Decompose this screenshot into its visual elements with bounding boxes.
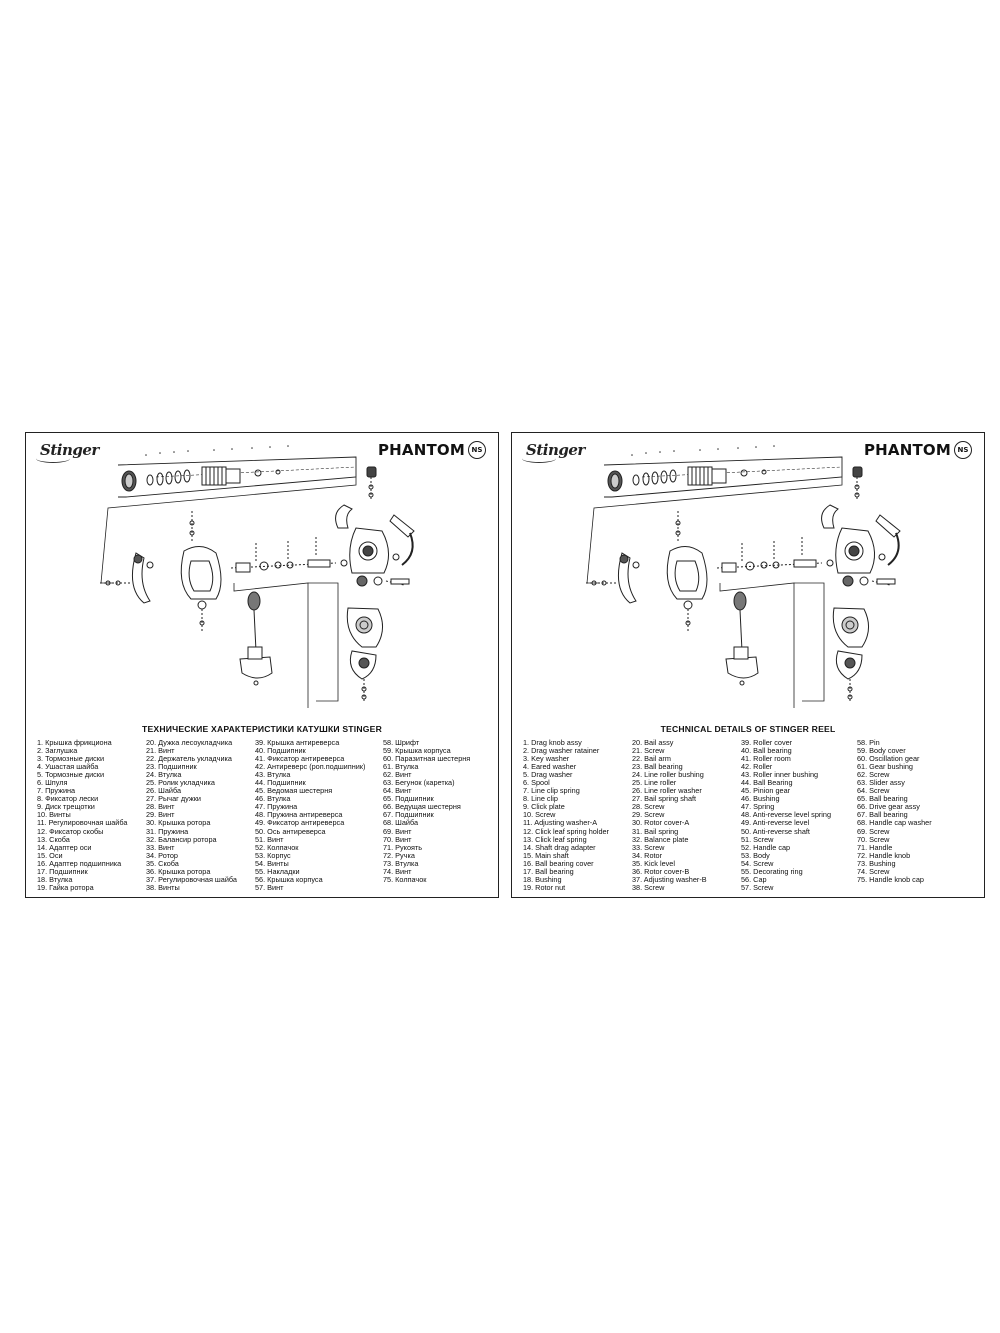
parts-column bbox=[255, 739, 383, 892]
part-item: 33. Винт bbox=[146, 842, 175, 852]
part-item: 12. Фиксатор скобы bbox=[37, 826, 104, 836]
part-item: 5. Drag washer bbox=[523, 770, 573, 780]
part-item: 39. Крышка антиреверса bbox=[255, 738, 340, 747]
part-item: 23. Ball bearing bbox=[632, 762, 683, 772]
part-item: 44. Ball Bearing bbox=[741, 778, 793, 788]
part-item: 48. Пружина антиреверса bbox=[255, 810, 343, 820]
part-item: 13. Скоба bbox=[37, 834, 70, 844]
part-item: 4. Ушастая шайба bbox=[37, 762, 99, 772]
part-item: 27. Bail spring shaft bbox=[632, 794, 697, 804]
part-item: 32. Балансир ротора bbox=[146, 834, 217, 844]
part-item: 74. Screw bbox=[857, 866, 890, 876]
part-item: 69. Винт bbox=[383, 826, 412, 836]
part-item: 34. Ротор bbox=[146, 850, 178, 860]
part-item: 51. Винт bbox=[255, 834, 284, 844]
part-item: 36. Крышка ротора bbox=[146, 866, 211, 876]
part-item: 70. Screw bbox=[857, 834, 890, 844]
drag-knob bbox=[853, 467, 862, 499]
part-item: 18. Втулка bbox=[37, 874, 73, 884]
parts-column bbox=[857, 739, 957, 892]
part-item: 14. Адаптер оси bbox=[37, 842, 92, 852]
part-item: 45. Pinion gear bbox=[741, 786, 791, 796]
brand-logo: Stinger bbox=[526, 441, 585, 459]
part-item: 6. Spool bbox=[523, 778, 550, 788]
part-item: 57. Винт bbox=[255, 882, 284, 892]
exploded-reel-diagram bbox=[26, 433, 499, 713]
part-item: 68. Handle cap washer bbox=[857, 818, 932, 828]
ns-badge-icon: NS bbox=[954, 441, 972, 459]
main-shaft-row bbox=[717, 537, 833, 572]
part-item: 42. Антиреверс (роп.подшипник) bbox=[255, 762, 366, 772]
part-item: 45. Ведомая шестерня bbox=[255, 786, 333, 796]
part-item: 41. Roller room bbox=[741, 754, 791, 764]
model-name: PHANTOM bbox=[863, 441, 951, 459]
body-assembly bbox=[308, 505, 414, 701]
oscillation-assembly bbox=[234, 583, 308, 708]
part-item: 62. Винт bbox=[383, 770, 412, 780]
part-item: 2. Drag washer ratainer bbox=[523, 746, 600, 756]
part-item: 3. Key washer bbox=[523, 754, 570, 764]
part-item: 22. Держатель укладчика bbox=[146, 754, 232, 764]
part-item: 7. Пружина bbox=[37, 786, 76, 796]
main-shaft-row bbox=[231, 537, 347, 572]
part-item: 41. Фиксатор антиреверса bbox=[255, 754, 345, 764]
parts-column bbox=[37, 739, 146, 892]
part-item: 67. Подшипник bbox=[383, 810, 434, 820]
part-item: 25. Line roller bbox=[632, 778, 677, 788]
part-item: 16. Адаптер подшипника bbox=[37, 858, 122, 868]
part-item: 9. Click plate bbox=[523, 802, 565, 812]
part-item: 56. Крышка корпуса bbox=[255, 874, 323, 884]
part-item: 42. Roller bbox=[741, 762, 773, 772]
part-item: 4. Eared washer bbox=[523, 762, 577, 772]
exploded-reel-diagram bbox=[512, 433, 985, 713]
part-item: 36. Rotor cover-B bbox=[632, 866, 690, 876]
parts-list bbox=[37, 739, 492, 892]
drag-knob bbox=[367, 467, 376, 499]
part-item: 6. Шпуля bbox=[37, 778, 68, 788]
part-item: 50. Ось антиреверса bbox=[255, 826, 326, 836]
part-item: 1. Drag knob assy bbox=[523, 738, 582, 747]
part-item: 64. Винт bbox=[383, 786, 412, 796]
part-item: 49. Anti-reverse level bbox=[741, 818, 810, 828]
part-item: 66. Ведущая шестерня bbox=[383, 802, 461, 812]
part-item: 17. Ball bearing bbox=[523, 866, 574, 876]
spool-assembly bbox=[118, 457, 356, 497]
part-item: 15. Оси bbox=[37, 850, 63, 860]
part-item: 52. Колпачок bbox=[255, 842, 299, 852]
part-item: 20. Дужка лесоукладчика bbox=[146, 738, 233, 747]
part-item: 14. Shaft drag adapter bbox=[523, 842, 596, 852]
part-item: 30. Крышка ротора bbox=[146, 818, 211, 828]
part-item: 69. Screw bbox=[857, 826, 890, 836]
parts-sheet-english bbox=[511, 432, 985, 898]
part-item: 70. Винт bbox=[383, 834, 412, 844]
part-item: 31. Пружина bbox=[146, 826, 189, 836]
part-item: 56. Cap bbox=[741, 874, 767, 884]
part-item: 58. Pin bbox=[857, 738, 880, 747]
part-item: 16. Ball bearing cover bbox=[523, 858, 594, 868]
part-item: 66. Drive gear assy bbox=[857, 802, 920, 812]
part-item: 28. Screw bbox=[632, 802, 665, 812]
part-item: 21. Винт bbox=[146, 746, 175, 756]
part-item: 53. Body bbox=[741, 850, 770, 860]
part-item: 73. Bushing bbox=[857, 858, 896, 868]
part-item: 46. Bushing bbox=[741, 794, 780, 804]
spool-assembly bbox=[604, 457, 842, 497]
part-item: 28. Винт bbox=[146, 802, 175, 812]
rotor-assembly bbox=[100, 511, 221, 633]
part-item: 23. Подшипник bbox=[146, 762, 197, 772]
part-item: 64. Screw bbox=[857, 786, 890, 796]
parts-sheet-russian bbox=[25, 432, 499, 898]
part-item: 5. Тормозные диски bbox=[37, 770, 105, 780]
part-item: 37. Adjusting washer-B bbox=[632, 874, 707, 884]
part-item: 63. Slider assy bbox=[857, 778, 905, 788]
parts-column bbox=[741, 739, 857, 892]
part-item: 37. Регулировочная шайба bbox=[146, 874, 237, 884]
part-item: 49. Фиксатор антиреверса bbox=[255, 818, 345, 828]
part-item: 12. Click leaf spring holder bbox=[523, 826, 609, 836]
part-item: 10. Screw bbox=[523, 810, 556, 820]
part-item: 62. Screw bbox=[857, 770, 890, 780]
part-item: 71. Рукоять bbox=[383, 842, 423, 852]
part-item: 43. Втулка bbox=[255, 770, 291, 780]
part-item: 31. Bail spring bbox=[632, 826, 679, 836]
part-item: 54. Screw bbox=[741, 858, 774, 868]
part-item: 18. Bushing bbox=[523, 874, 562, 884]
parts-list bbox=[523, 739, 978, 892]
part-item: 24. Втулка bbox=[146, 770, 182, 780]
oscillation-assembly bbox=[720, 583, 794, 708]
part-item: 47. Spring bbox=[741, 802, 775, 812]
part-item: 35. Скоба bbox=[146, 858, 179, 868]
part-item: 59. Крышка корпуса bbox=[383, 746, 451, 756]
part-item: 8. Line clip bbox=[523, 794, 558, 804]
part-item: 59. Body cover bbox=[857, 746, 906, 756]
part-item: 38. Винты bbox=[146, 882, 180, 892]
part-item: 17. Подшипник bbox=[37, 866, 88, 876]
part-item: 3. Тормозные диски bbox=[37, 754, 105, 764]
part-item: 32. Balance plate bbox=[632, 834, 689, 844]
part-item: 19. Гайка ротора bbox=[37, 882, 94, 892]
part-item: 63. Бегунок (каретка) bbox=[383, 778, 455, 788]
part-item: 68. Шайба bbox=[383, 818, 419, 828]
part-item: 73. Втулка bbox=[383, 858, 419, 868]
part-item: 60. Oscillation gear bbox=[857, 754, 920, 764]
part-item: 39. Roller cover bbox=[741, 738, 793, 747]
parts-column bbox=[632, 739, 741, 892]
part-item: 26. Line roller washer bbox=[632, 786, 702, 796]
body-assembly bbox=[794, 505, 900, 701]
part-item: 19. Rotor nut bbox=[523, 882, 566, 892]
part-item: 11. Регулировочная шайба bbox=[37, 818, 128, 828]
part-item: 29. Винт bbox=[146, 810, 175, 820]
part-item: 21. Screw bbox=[632, 746, 665, 756]
part-item: 61. Втулка bbox=[383, 762, 419, 772]
parts-column bbox=[146, 739, 255, 892]
part-item: 11. Adjusting washer-A bbox=[523, 818, 598, 828]
part-item: 72. Ручка bbox=[383, 850, 415, 860]
part-item: 54. Винты bbox=[255, 858, 289, 868]
parts-column bbox=[523, 739, 632, 892]
part-item: 57. Screw bbox=[741, 882, 774, 892]
part-item: 75. Колпачок bbox=[383, 874, 427, 884]
section-title: ТЕХНИЧЕСКИЕ ХАРАКТЕРИСТИКИ КАТУШКИ STINGER bbox=[142, 724, 382, 734]
part-item: 29. Screw bbox=[632, 810, 665, 820]
part-item: 75. Handle knob cap bbox=[857, 874, 924, 884]
part-item: 38. Screw bbox=[632, 882, 665, 892]
part-item: 25. Ролик укладчика bbox=[146, 778, 215, 788]
part-item: 50. Anti-reverse shaft bbox=[741, 826, 810, 836]
part-item: 9. Диск трещотки bbox=[37, 802, 95, 812]
part-item: 71. Handle bbox=[857, 842, 893, 852]
part-item: 47. Пружина bbox=[255, 802, 298, 812]
part-item: 20. Bail assy bbox=[632, 738, 674, 747]
part-item: 67. Ball bearing bbox=[857, 810, 908, 820]
parts-column bbox=[383, 739, 483, 892]
rotor-assembly bbox=[586, 511, 707, 633]
part-item: 26. Шайба bbox=[146, 786, 182, 796]
part-item: 52. Handle cap bbox=[741, 842, 791, 852]
part-item: 48. Anti-reverse level spring bbox=[741, 810, 832, 820]
part-item: 15. Main shaft bbox=[523, 850, 569, 860]
part-item: 60. Паразитная шестерня bbox=[383, 754, 471, 764]
brand-logo: Stinger bbox=[40, 441, 99, 459]
part-item: 1. Крышка фрикциона bbox=[37, 738, 112, 747]
part-item: 72. Handle knob bbox=[857, 850, 911, 860]
model-name: PHANTOM bbox=[377, 441, 465, 459]
part-item: 40. Ball bearing bbox=[741, 746, 792, 756]
part-item: 8. Фиксатор лески bbox=[37, 794, 99, 804]
part-item: 24. Line roller bushing bbox=[632, 770, 704, 780]
part-item: 53. Корпус bbox=[255, 850, 291, 860]
ns-badge-icon: NS bbox=[468, 441, 486, 459]
part-item: 40. Подшипник bbox=[255, 746, 306, 756]
part-item: 55. Накладки bbox=[255, 866, 300, 876]
part-item: 65. Ball bearing bbox=[857, 794, 908, 804]
part-item: 30. Rotor cover-A bbox=[632, 818, 690, 828]
part-item: 2. Заглушка bbox=[37, 746, 78, 756]
part-item: 61. Gear bushing bbox=[857, 762, 913, 772]
part-item: 35. Kick level bbox=[632, 858, 675, 868]
part-item: 44. Подшипник bbox=[255, 778, 306, 788]
section-title: TECHNICAL DETAILS OF STINGER REEL bbox=[660, 724, 836, 734]
part-item: 22. Bail arm bbox=[632, 754, 671, 764]
part-item: 7. Line clip spring bbox=[523, 786, 580, 796]
part-item: 51. Screw bbox=[741, 834, 774, 844]
part-item: 34. Rotor bbox=[632, 850, 663, 860]
part-item: 33. Screw bbox=[632, 842, 665, 852]
part-item: 65. Подшипник bbox=[383, 794, 434, 804]
part-item: 55. Decorating ring bbox=[741, 866, 803, 876]
part-item: 27. Рычаг дужки bbox=[146, 794, 201, 804]
part-item: 58. Шрифт bbox=[383, 738, 420, 747]
part-item: 46. Втулка bbox=[255, 794, 291, 804]
part-item: 13. Click leaf spring bbox=[523, 834, 587, 844]
part-item: 74. Винт bbox=[383, 866, 412, 876]
part-item: 10. Винты bbox=[37, 810, 71, 820]
part-item: 43. Roller inner bushing bbox=[741, 770, 819, 780]
